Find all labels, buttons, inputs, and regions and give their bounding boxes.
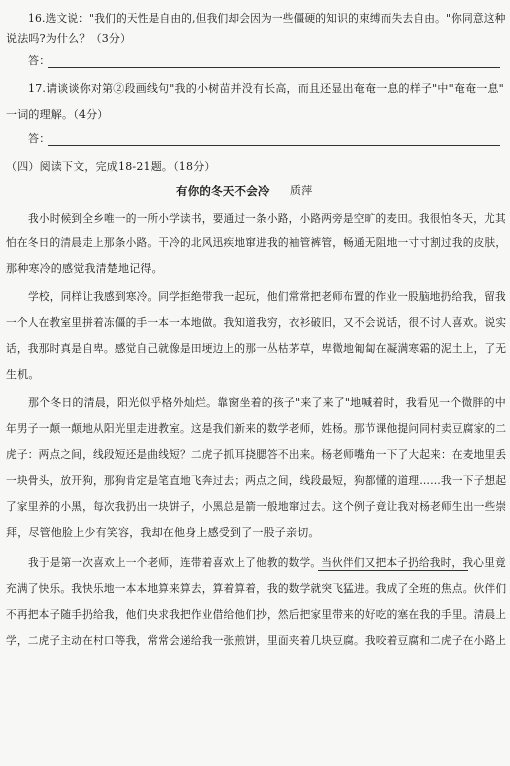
q16-answer-line	[48, 67, 500, 68]
q17-answer-label: 答：	[28, 132, 51, 145]
para3-line3: 虎子：两点之间，线段短还是曲线短？二虎子抓耳挠腮答不出来。杨老师嘴角一下了大起来：在麦地里丢	[6, 448, 507, 461]
q16-line2: 说法吗?为什么？（3分）	[6, 32, 132, 45]
para4-line3: 不再把本子随手扔给我，他们央求我把作业借给他们抄，然后把家里带来的好吃的塞在我的手里。清晨上	[6, 608, 507, 621]
article-author: 质萍	[290, 184, 313, 197]
para3-line1: 那个冬日的清晨，阳光似乎格外灿烂。靠窗坐着的孩子"来了来了"地喊着时，我看见一个微胖的中	[28, 396, 506, 409]
para3-line4: 一块骨头，放开狗，那狗肯定是笔直地飞奔过去；两点之间，线段最短，狗都懂的道理……我一下子想起	[6, 474, 507, 487]
para1-line2: 怕在冬日的清晨走上那条小路。干冷的北风迅疾地窜进我的袖管裤管，畅通无阻地一寸寸割过我的皮肤，	[6, 236, 507, 249]
para4-line4: 学，二虎子主动在村口等我，常常会递给我一张煎饼，里面夹着几块豆腐。我咬着豆腐和二虎子在小路上	[6, 634, 507, 647]
para3-line6: 拜，尽管他脸上少有笑容，我却在他身上感受到了一股子亲切。	[6, 526, 320, 539]
para4-line1: 我于是第一次喜欢上一个老师，连带着喜欢上了他教的数学。当伙伴们又把本子扔给我时，我心里竟	[28, 556, 506, 569]
para2-line1: 学校，同样让我感到寒冷。同学拒绝带我一起玩，他们常常把老师布置的作业一股脑地扔给我，留我	[28, 290, 506, 303]
q16-answer-label: 答：	[28, 54, 51, 67]
q16-line1: 16.选文说："我们的天性是自由的,但我们却会因为一些僵硬的知识的束缚而失去自由。"你同意这种	[28, 12, 506, 25]
para2-line2: 一个人在教室里拼着冻僵的手一本一本地做。我知道我穷，衣衫破旧，又不会说话，很不讨人喜欢。说实	[6, 316, 507, 329]
para3-line2: 年男子一颠一颠地从阳光里走进教室。这是我们新来的数学老师，姓杨。那节课他提问同村卖豆腐家的二	[6, 422, 507, 435]
q17-answer-line	[48, 145, 500, 146]
para2-line3: 话，我那时真是自卑。感觉自己就像是田埂边上的那一丛枯茅草，卑微地匍匐在凝满寒霜的泥土上，了无	[6, 342, 507, 355]
para1-line1: 我小时候到全乡唯一的一所小学读书，要通过一条小路，小路两旁是空旷的麦田。我很怕冬天，尤其	[28, 212, 506, 225]
para2-line4: 生机。	[6, 368, 40, 381]
para4-line2: 充满了快乐。我快乐地一本本地算来算去，算着算着，我的数学就突飞猛进。我成了全班的焦点。伙伴们	[6, 582, 507, 595]
para3-line5: 了家里养的小黑，每次我扔出一块饼子，小黑总是箭一般地窜过去。这个例子竟让我对杨老师生出一些崇	[6, 500, 507, 513]
section4-heading: （四）阅读下文，完成18-21题。（18分）	[6, 160, 216, 173]
article-title: 有你的冬天不会冷	[176, 184, 270, 198]
para1-line3: 那种寒冷的感觉我清楚地记得。	[6, 262, 163, 275]
underline-highlight	[318, 570, 468, 571]
q17-line1: 17.请谈谈你对第②段画线句"我的小树苗并没有长高，而且还显出奄奄一息的样子"中"奄奄一息"	[28, 82, 504, 95]
q17-line2: 一词的理解。（4分）	[6, 108, 109, 121]
